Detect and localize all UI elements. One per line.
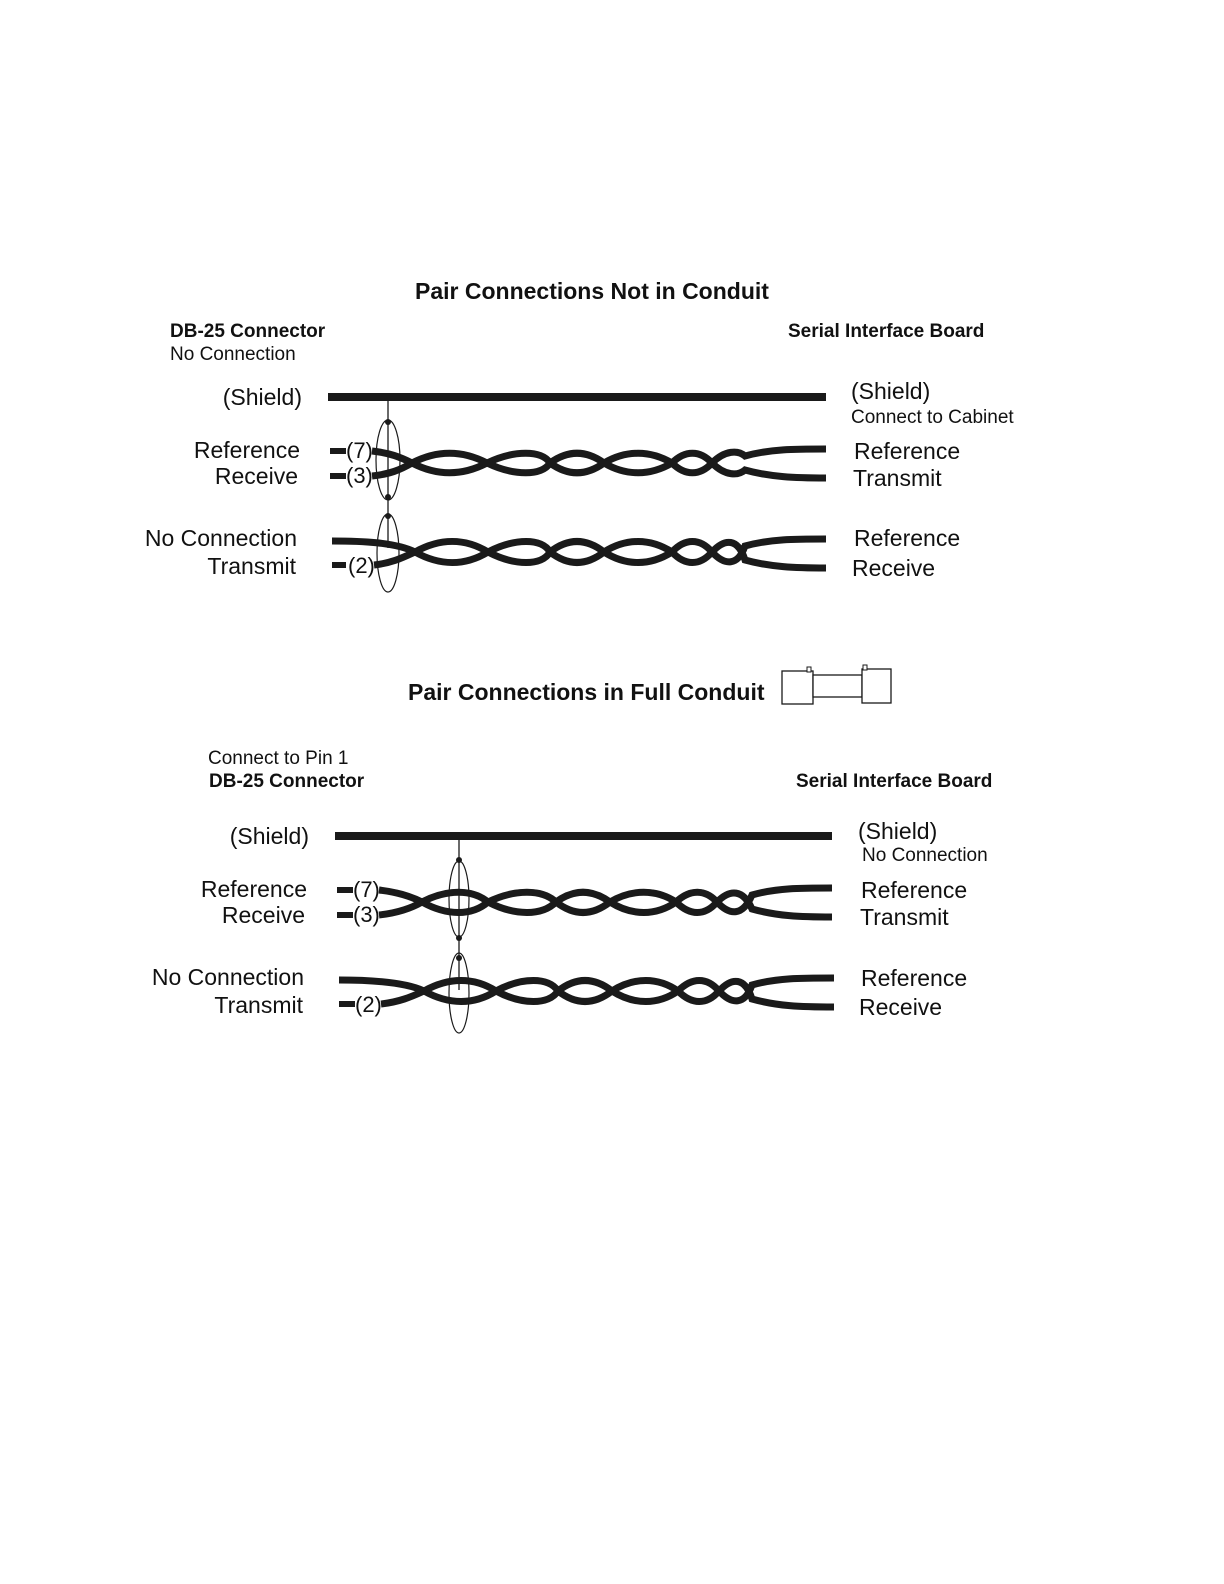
right-label-reference: Reference	[861, 965, 968, 991]
right-shield-label: (Shield)	[858, 818, 938, 844]
left-note: No Connection	[170, 344, 296, 365]
right-label-reference: Reference	[854, 438, 961, 464]
left-note: Connect to Pin 1	[208, 748, 349, 769]
left-label-no-connection: No Connection	[144, 525, 297, 551]
right-label-reference: Reference	[861, 877, 968, 903]
tie-point	[456, 955, 462, 961]
right-label-receive: Receive	[852, 555, 936, 581]
left-header: DB-25 Connector	[170, 321, 326, 342]
right-label-transmit: Transmit	[860, 904, 949, 930]
pin-number: (7)	[353, 877, 380, 902]
diagram-2-drawing	[335, 836, 834, 1033]
pin-number: (7)	[346, 438, 373, 463]
right-label-transmit: Transmit	[853, 465, 942, 491]
left-label-transmit: Transmit	[214, 992, 303, 1018]
right-label-reference: Reference	[854, 525, 961, 551]
twisted-pair-2	[339, 953, 834, 1033]
left-label-reference: Reference	[193, 437, 300, 463]
left-label-receive: Receive	[221, 902, 305, 928]
conduit-icon	[782, 665, 891, 704]
twisted-pair-1	[337, 861, 832, 937]
diagram-title: Pair Connections in Full Conduit	[408, 679, 765, 705]
right-label-receive: Receive	[859, 994, 943, 1020]
pin-number: (2)	[355, 992, 382, 1017]
pin-number: (3)	[353, 902, 380, 927]
left-label-transmit: Transmit	[207, 553, 296, 579]
right-header: Serial Interface Board	[796, 771, 993, 792]
right-header: Serial Interface Board	[788, 321, 985, 342]
left-header: DB-25 Connector	[209, 771, 365, 792]
right-shield-note: No Connection	[862, 845, 988, 866]
left-shield-label: (Shield)	[229, 823, 309, 849]
pin-number: (2)	[348, 553, 375, 578]
pin-number: (3)	[346, 463, 373, 488]
twisted-pair-1	[330, 420, 826, 500]
left-label-reference: Reference	[200, 876, 307, 902]
right-shield-label: (Shield)	[851, 378, 931, 404]
left-label-no-connection: No Connection	[151, 964, 304, 990]
left-shield-label: (Shield)	[222, 384, 302, 410]
right-shield-note: Connect to Cabinet	[851, 407, 1014, 428]
left-label-receive: Receive	[214, 463, 298, 489]
diagram-1-drawing	[328, 397, 826, 592]
twisted-pair-2	[332, 514, 826, 592]
diagram-title: Pair Connections Not in Conduit	[415, 278, 769, 304]
